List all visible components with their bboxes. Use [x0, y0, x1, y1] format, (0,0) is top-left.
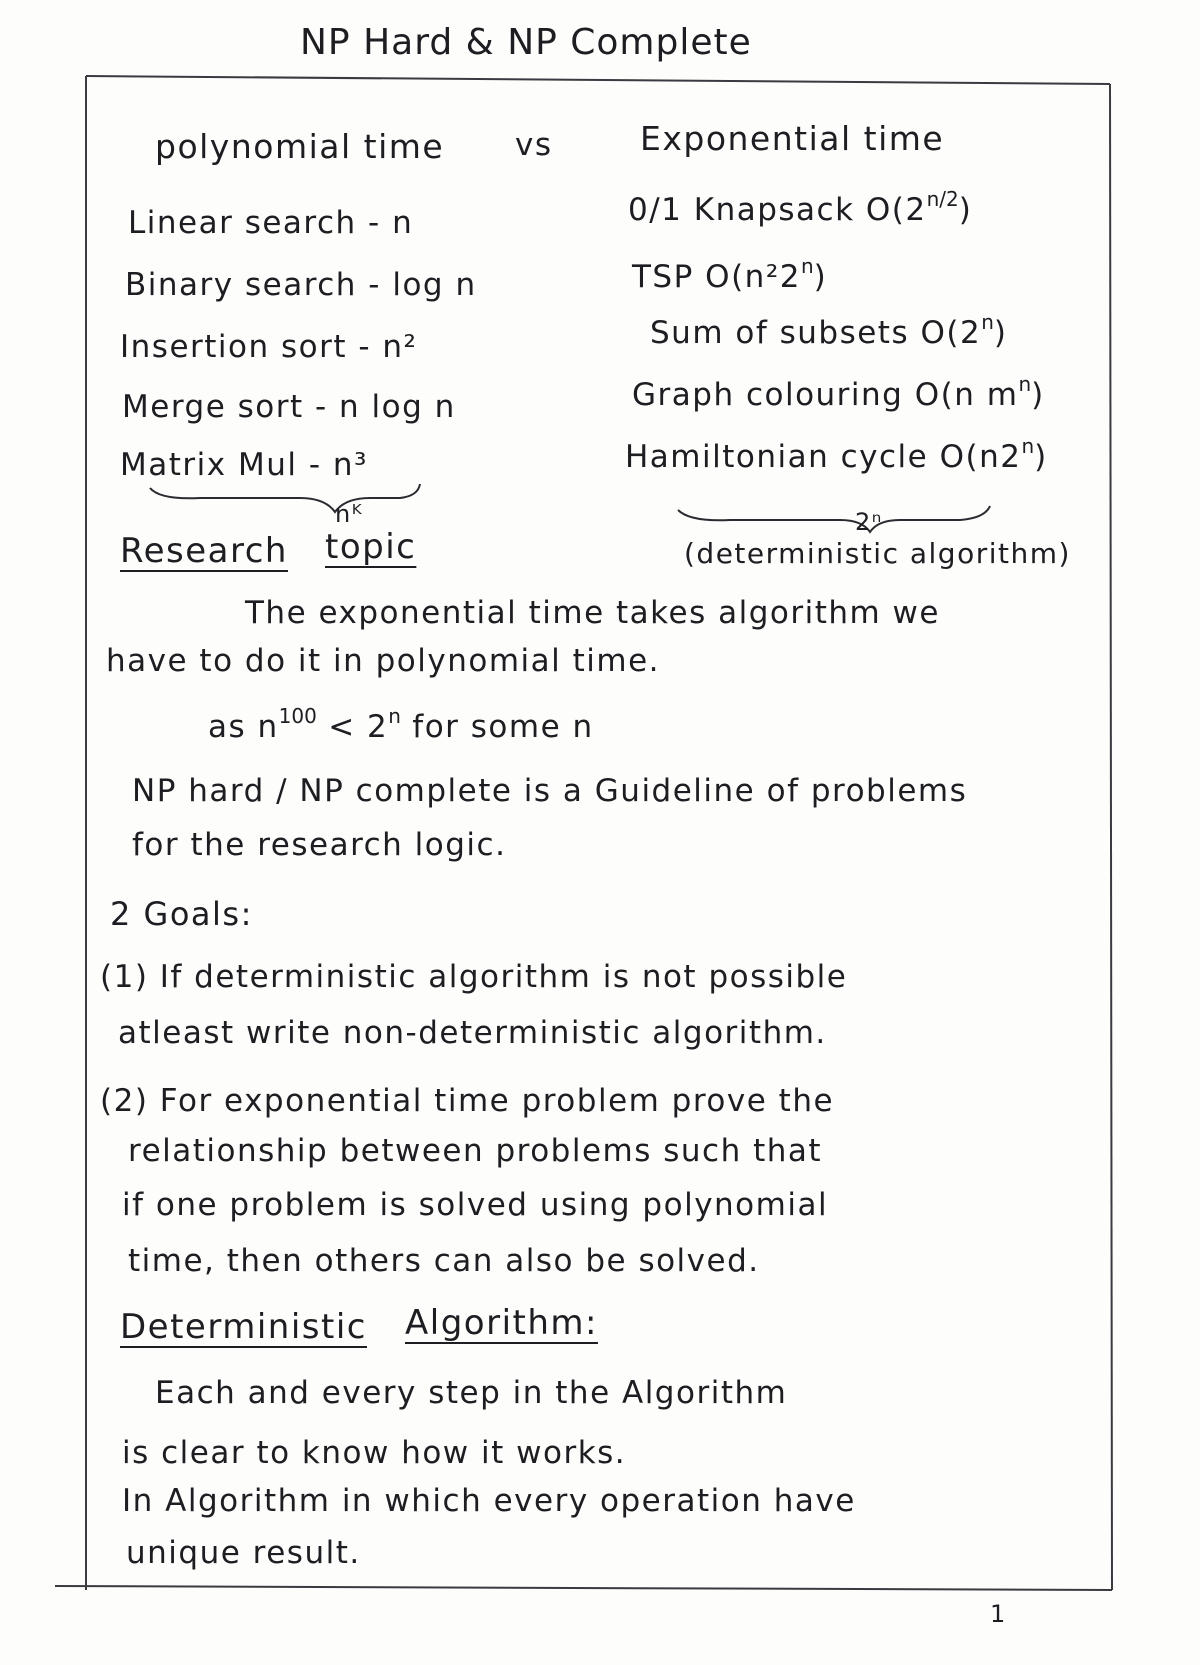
exp-item-knapsack: 0/1 Knapsack $O(2^{n/2})$: [628, 187, 973, 228]
goal-1-line-1: (1) If deterministic algorithm is not possible: [100, 959, 848, 995]
deterministic-note: (deterministic algorithm): [684, 537, 1071, 570]
frame-top-line: [86, 76, 1110, 84]
topic-heading: topic: [325, 527, 417, 567]
page-title: NP Hard & NP Complete: [300, 22, 752, 63]
goal-2-line-1: (2) For exponential time problem prove the: [100, 1083, 835, 1119]
inequality-line: as $n^{100} < 2^n$ for some n: [208, 704, 594, 745]
research-heading: Research: [120, 531, 288, 571]
goal-2-line-3: if one problem is solved using polynomial: [122, 1187, 829, 1223]
exp-item-hamiltonian-cycle: Hamiltonian cycle O(n2$^n$): [625, 434, 1048, 475]
vs-label: vs: [515, 127, 553, 163]
research-line-3: NP hard / NP complete is a Guideline of problems: [132, 773, 968, 809]
frame-right-line: [1110, 84, 1112, 1590]
poly-item-insertion-sort: Insertion sort - n²: [120, 329, 418, 365]
exponential-heading: Exponential time: [640, 119, 945, 158]
deterministic-line-1: Each and every step in the Algorithm: [155, 1375, 788, 1411]
goal-1-line-2: atleast write non-deterministic algorithm.: [118, 1015, 827, 1051]
frame-bottom-line: [55, 1586, 1112, 1590]
research-line-2: have to do it in polynomial time.: [106, 643, 661, 679]
poly-item-matrix-mul: Matrix Mul - n³: [120, 447, 368, 483]
deterministic-line-3: In Algorithm in which every operation have: [122, 1483, 856, 1519]
exponential-summary: 2ⁿ: [855, 508, 883, 536]
poly-item-binary-search: Binary search - log n: [125, 267, 477, 303]
goals-heading: 2 Goals:: [110, 895, 253, 933]
poly-item-linear-search: Linear search - n: [128, 205, 414, 241]
deterministic-line-2: is clear to know how it works.: [122, 1435, 627, 1471]
goal-2-line-2: relationship between problems such that: [128, 1133, 823, 1169]
exp-item-sum-of-subsets: Sum of subsets O(2$^n$): [650, 310, 1008, 351]
exp-item-tsp: TSP O(n²2$^n$): [632, 254, 828, 295]
algorithm-heading: Algorithm:: [405, 1303, 598, 1343]
left-brace: [150, 484, 420, 512]
research-line-1: The exponential time takes algorithm we: [245, 595, 940, 631]
poly-item-merge-sort: Merge sort - n log n: [122, 389, 456, 425]
research-line-4: for the research logic.: [132, 827, 507, 863]
right-brace: [678, 506, 990, 536]
polynomial-summary: nᴷ: [335, 500, 364, 528]
exp-item-graph-colouring: Graph colouring O(n $m^n$): [632, 372, 1045, 413]
polynomial-heading: polynomial time: [155, 127, 445, 166]
page-number: 1: [990, 1600, 1006, 1628]
goal-2-line-4: time, then others can also be solved.: [128, 1243, 760, 1279]
deterministic-line-4: unique result.: [126, 1535, 361, 1571]
deterministic-heading: Deterministic: [120, 1307, 367, 1347]
